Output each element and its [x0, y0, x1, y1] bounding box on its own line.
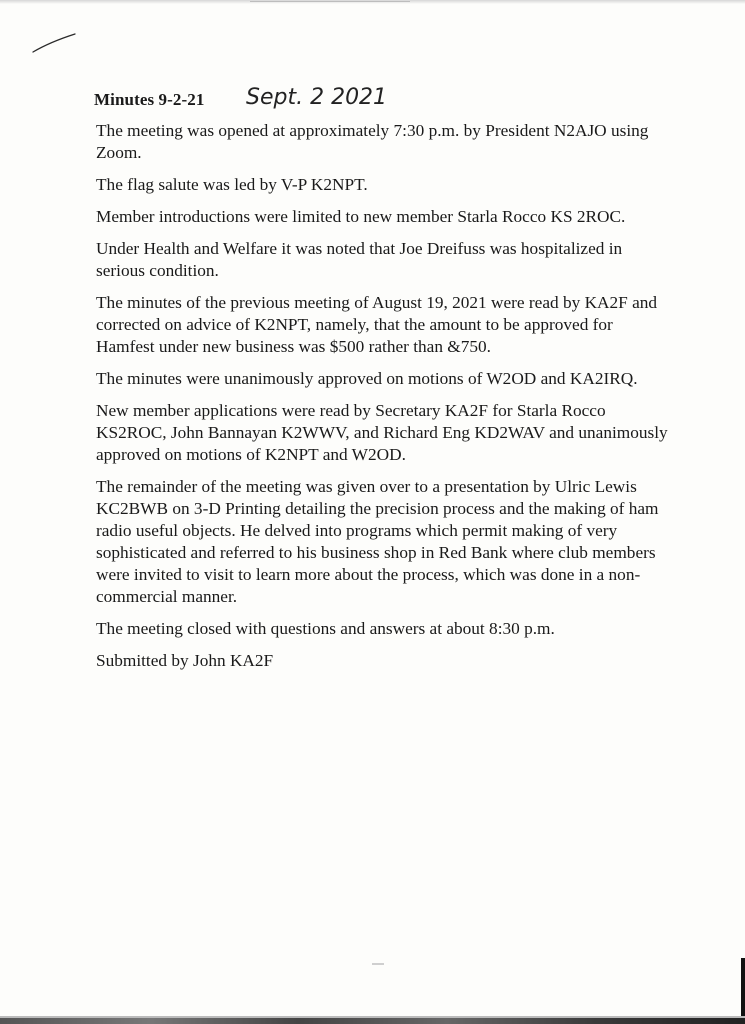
document-title: Minutes 9-2-21: [94, 90, 205, 109]
paragraph-opening: The meeting was opened at approximately 7:30 p.m. by President N2AJO using Zoom.: [96, 121, 649, 162]
heading-row: [94, 86, 674, 118]
paragraph-previous-minutes: The minutes of the previous meeting of August 19, 2021 were read by KA2F and corrected on advice of K2NPT, namely, that the amount to be approved for Hamfest under new business was $500 rather than &750.: [96, 293, 658, 356]
scan-top-rule: [250, 1, 410, 2]
paragraph-signature: Submitted by John KA2F: [96, 651, 274, 670]
scan-right-edge-line: [741, 958, 745, 1024]
paragraph-closing: The meeting closed with questions and answers at about 8:30 p.m.: [96, 619, 555, 638]
paragraph-new-members: New member applications were read by Secretary KA2F for Starla Rocco KS2ROC, John Bannayan K2WWV, and Richard Eng KD2WAV and unanimously approved on motions of K2NPT and W2OD.: [96, 401, 668, 464]
paragraph-minutes-approved: The minutes were unanimously approved on motions of W2OD and KA2IRQ.: [96, 369, 638, 388]
scan-bottom-edge-bar: [0, 1018, 745, 1024]
paragraph-presentation: The remainder of the meeting was given over to a presentation by Ulric Lewis KC2BWB on 3-D Printing detailing the precision process and the making of ham radio useful objects. He delved into programs which permit making of very sophisticated and referred to his business shop in Red Bank where club members were invited to visit to learn more about the process, which was done in a non-commercial manner.: [96, 477, 659, 606]
pen-stroke-mark: [30, 28, 80, 58]
paragraph-flag-salute: The flag salute was led by V-P K2NPT.: [96, 175, 368, 194]
paragraph-health-welfare: Under Health and Welfare it was noted that Joe Dreifuss was hospitalized in serious condition.: [96, 239, 623, 280]
scan-smudge: [372, 963, 384, 965]
handwritten-date-text: Sept. 2 2021: [246, 85, 388, 110]
handwritten-date-annotation: [244, 80, 444, 114]
paragraph-introductions: Member introductions were limited to new member Starla Rocco KS 2ROC.: [96, 207, 626, 226]
minutes-body: [94, 86, 674, 682]
